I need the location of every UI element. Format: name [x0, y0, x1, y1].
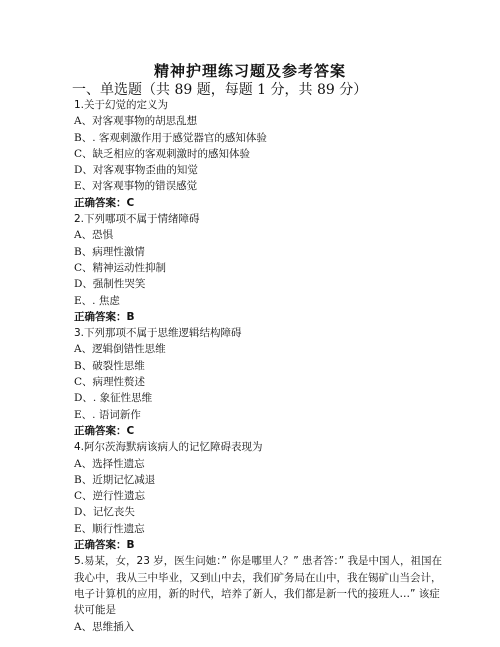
option-e: E、. 语词新作: [74, 408, 141, 421]
question-stem: 4.阿尔茨海默病该病人的记忆障碍表现为: [74, 441, 263, 454]
option-b: B、. 客观刺激作用于感觉器官的感知体验: [74, 131, 267, 144]
correct-answer: 正确答案：C: [74, 424, 135, 437]
option-d: D、记忆丧失: [74, 506, 135, 519]
option-d: D、对客观事物歪曲的知觉: [74, 164, 198, 177]
option-b: B、破裂性思维: [74, 359, 145, 372]
option-d: D、强制性哭笑: [74, 278, 146, 291]
correct-answer: 正确答案：B: [74, 310, 135, 323]
document-title: 精神护理练习题及参考答案: [153, 62, 346, 80]
option-b: B、近期记忆减退: [74, 473, 156, 486]
option-e: E、顺行性遗忘: [74, 522, 145, 535]
option-a: A、恐惧: [74, 229, 114, 242]
question-3: [74, 325, 446, 439]
option-b: B、病理性激情: [74, 245, 145, 258]
option-a: A、选择性遗忘: [74, 457, 145, 470]
question-list: [74, 97, 446, 635]
option-a: A、思维插入: [74, 620, 135, 633]
correct-answer: 正确答案：B: [74, 539, 135, 552]
correct-answer: 正确答案：C: [74, 196, 135, 209]
question-stem: 3.下列那项不属于思维逻辑结构障碍: [74, 327, 242, 340]
option-c: C、缺乏相应的客观刺激时的感知体验: [74, 147, 251, 160]
option-c: C、逆行性遗忘: [74, 490, 146, 503]
section-header: 一、单选题（共 89 题，每题 1 分，共 89 分）: [72, 82, 368, 98]
option-a: A、对客观事物的胡思乱想: [74, 115, 198, 128]
option-d: D、. 象征性思维: [74, 392, 153, 405]
question-1: [74, 97, 446, 211]
option-c: C、病理性赘述: [74, 376, 146, 389]
question-2: [74, 211, 446, 325]
question-5: [74, 553, 446, 634]
option-e: E、. 焦虑: [74, 294, 120, 307]
question-stem: 2.下列哪项不属于情绪障碍: [74, 213, 200, 226]
question-4: [74, 439, 446, 553]
question-stem: 1.关于幻觉的定义为: [74, 99, 169, 111]
option-c: C、精神运动性抑制: [74, 261, 167, 274]
option-a: A、逻辑倒错性思维: [74, 343, 166, 356]
question-stem: 5.易某，女，23 岁，医生问她：” 你是哪里人？” 患者答：” 我是中国人，祖国在我心中，我从三中毕业，又到山中去，我们矿务局在山中，我在锡矿山当会计，电子计算机的应用，新的时代，培养了新人，我们都是新一代的接班人…” 该症状可能是: [74, 555, 443, 617]
option-e: E、对客观事物的错误感觉: [74, 180, 198, 193]
